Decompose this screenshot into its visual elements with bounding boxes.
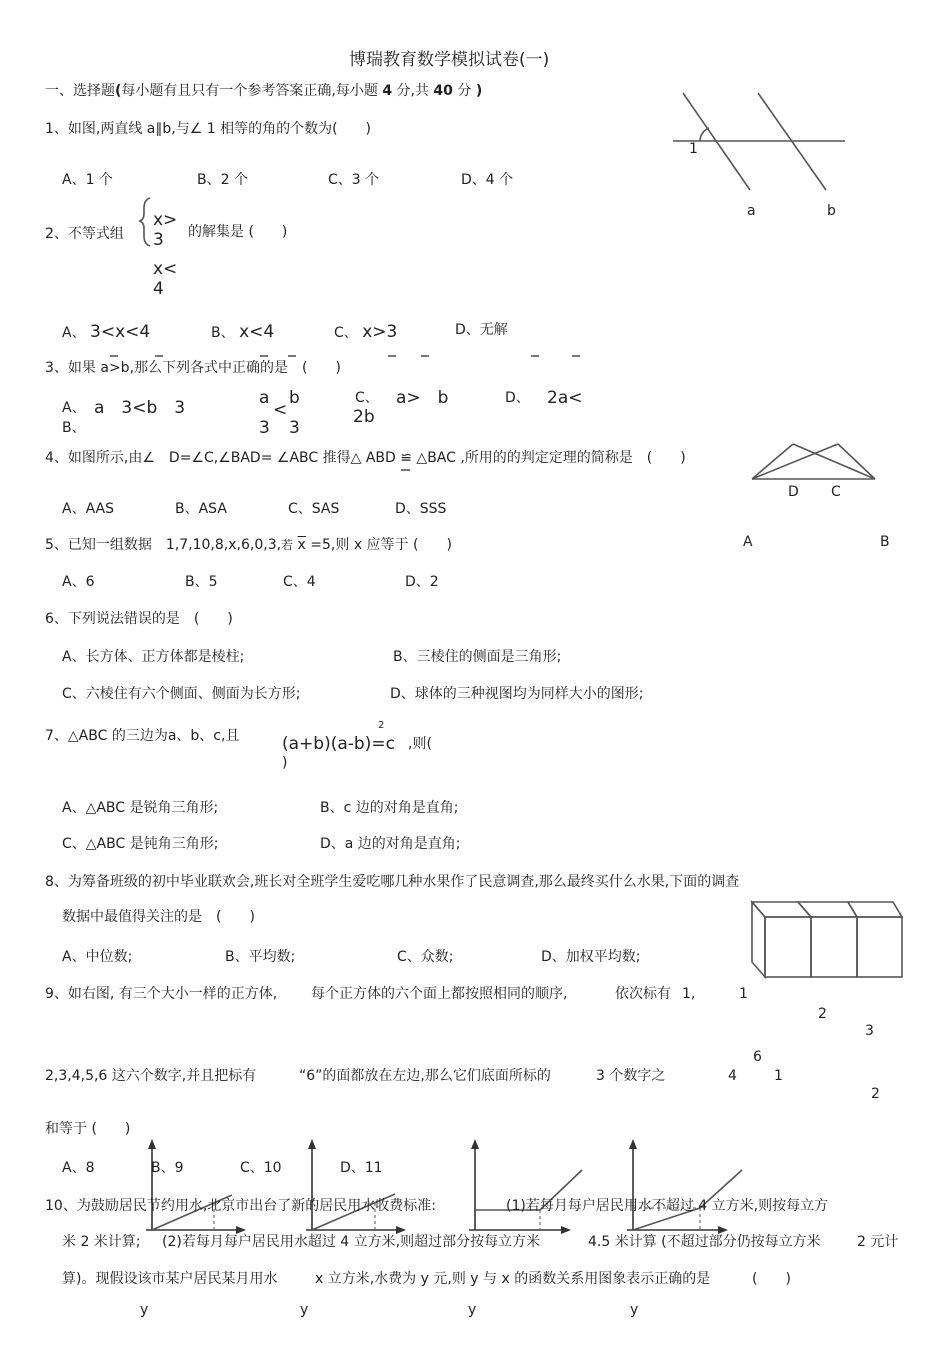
- q8-option-c[interactable]: C、众数;: [397, 949, 454, 965]
- q3-stem-prefix: 3、如果: [45, 360, 96, 376]
- q6-option-b[interactable]: B、三棱住的侧面是三角形;: [393, 649, 562, 665]
- q7-option-a[interactable]: A、△ABC 是锐角三角形;: [62, 800, 219, 816]
- q8-option-a[interactable]: A、中位数;: [62, 949, 133, 965]
- q8-option-b[interactable]: B、平均数;: [225, 949, 296, 965]
- q3-option-b-label[interactable]: B、: [62, 420, 86, 436]
- q5-stem: [45, 537, 452, 554]
- q1-figure-label-b: b: [827, 203, 836, 219]
- q2-system-line2a: x<: [153, 259, 178, 279]
- q3-option-d-label[interactable]: D、: [505, 390, 530, 406]
- q2-stem-suffix: 的解集是 ( ): [188, 224, 288, 240]
- q9-option-b[interactable]: B、9: [151, 1160, 184, 1176]
- q3-option-c-extra: 2b: [353, 407, 375, 427]
- q2-option-b[interactable]: [211, 322, 274, 342]
- q10-stem-line3a: 算)。现假设该市某户居民某月用水: [62, 1271, 278, 1287]
- q10-graph-y-label: y: [140, 1302, 149, 1318]
- q3-option-d-value: 2a<: [547, 388, 583, 408]
- q2-option-b-value: x<4: [239, 322, 275, 342]
- q1-option-c[interactable]: C、3 个: [328, 172, 380, 188]
- q9-stem-line1d: 1,: [682, 986, 696, 1002]
- q10-stem-line1a: 10、为鼓励居民节约用水,北京市出台了新的居民用水收费标准:: [45, 1198, 436, 1214]
- q4-stem-c: ≌ △BAC ,所用的的判定定理的简称是 ( ): [400, 450, 686, 466]
- q9-stem-line1b: 每个正方体的六个面上都按照相同的顺序,: [311, 986, 568, 1002]
- q5-option-c[interactable]: C、4: [283, 574, 316, 590]
- q5-option-a[interactable]: A、6: [62, 574, 95, 590]
- q1-figure-label-a: a: [747, 203, 756, 219]
- q4-triangles-figure: [752, 444, 875, 479]
- q9-stem-line3: 和等于 ( ): [45, 1121, 131, 1137]
- q9-cube-number: 4: [728, 1068, 737, 1084]
- q2-option-c-value: x>3: [362, 322, 398, 342]
- q10-graph-c: [469, 1139, 582, 1234]
- q9-stem-line1c: 依次标有: [615, 986, 671, 1002]
- q7-stem-b: ,则(: [408, 736, 432, 752]
- q10-stem-line2c: 4.5 米计算 (不超过部分仍按每立方米: [588, 1234, 821, 1250]
- q9-option-c[interactable]: C、10: [240, 1160, 282, 1176]
- q2-stem-prefix: 2、不等式组: [45, 226, 124, 242]
- q3-stem: [45, 360, 341, 377]
- q3-option-a-label[interactable]: A、: [62, 400, 86, 416]
- q7-close-paren: ): [282, 755, 288, 771]
- q4-option-d[interactable]: D、SSS: [395, 501, 447, 517]
- section-desc: 每小题有且只有一个参考答案正确,每小题: [121, 83, 378, 99]
- q1-option-d[interactable]: D、4 个: [461, 172, 514, 188]
- q3-condition: a>b: [100, 360, 130, 376]
- q3-option-b-den-a: 3: [259, 418, 270, 438]
- q6-option-a[interactable]: A、长方体、正方体都是棱柱;: [62, 649, 245, 665]
- q10-stem-line1b: (1)若每月每户居民用水不超过 4 立方米,则按每立方: [506, 1198, 829, 1214]
- q9-option-d[interactable]: D、11: [340, 1160, 383, 1176]
- q10-graph-d: [627, 1139, 742, 1234]
- q10-stem-line2d: 2 元计: [857, 1234, 899, 1250]
- q7-expression: (a+b)(a-b)=c: [282, 734, 395, 754]
- q1-parallel-lines-figure: [673, 93, 845, 190]
- q5-mean-symbol: $\overline{x}$: [297, 537, 306, 553]
- q1-figure-angle-label: 1: [689, 141, 698, 157]
- q8-stem-line1: 8、为筹备班级的初中毕业联欢会,班长对全班学生爱吃哪几种水果作了民意调查,那么最终买什么水果,下面的调查: [45, 874, 740, 890]
- section-points: 4: [382, 83, 393, 99]
- q10-graph-y-label: y: [468, 1302, 477, 1318]
- q3-option-a-value: a 3<b 3: [94, 398, 186, 418]
- q4-figure-label-c: C: [831, 484, 841, 500]
- q10-stem-line3c: ( ): [752, 1271, 791, 1287]
- q6-stem: 6、下列说法错误的是 ( ): [45, 611, 233, 627]
- q9-cube-number: 2: [871, 1086, 880, 1102]
- q2-option-c[interactable]: [334, 322, 397, 342]
- q7-exponent: 2: [378, 720, 385, 731]
- q9-stem-line2a: 2,3,4,5,6 这六个数字,并且把标有: [45, 1068, 257, 1084]
- q6-option-c[interactable]: C、六棱住有六个侧面、侧面为长方形;: [62, 686, 301, 702]
- q5-option-b[interactable]: B、5: [185, 574, 218, 590]
- q7-option-d[interactable]: D、a 边的对角是直角;: [320, 836, 461, 852]
- q4-option-b[interactable]: B、ASA: [175, 501, 227, 517]
- q9-cube-number: 1: [739, 986, 748, 1002]
- q7-stem-a: 7、△ABC 的三边为a、b、c,且: [45, 728, 240, 744]
- q3-option-b-num-b: b: [289, 388, 300, 408]
- q1-stem: 1、如图,两直线 a∥b,与∠ 1 相等的角的个数为( ): [45, 121, 372, 137]
- q4-stem-b: ABD: [365, 450, 396, 466]
- q5-stem-if: 若: [281, 538, 294, 552]
- q9-cube-number: 1: [774, 1068, 783, 1084]
- q2-system-line1b: 3: [153, 230, 164, 250]
- section-fen2: 分: [457, 83, 472, 99]
- q5-stem-a: 5、已知一组数据 1,7,10,8,x,6,0,3,: [45, 537, 282, 553]
- q10-graph-a: [146, 1139, 246, 1234]
- q4-stem-a: 4、如图所示,由∠ D=∠C,∠BAD= ∠ABC 推得△: [45, 450, 362, 466]
- q9-cube-number: 6: [753, 1049, 762, 1065]
- q2-option-b-label: B、: [211, 325, 235, 341]
- q3-option-b-den-b: 3: [289, 418, 300, 438]
- q10-graph-y-label: y: [300, 1302, 309, 1318]
- q9-option-a[interactable]: A、8: [62, 1160, 95, 1176]
- q8-option-d[interactable]: D、加权平均数;: [541, 949, 641, 965]
- q4-figure-label-b: B: [880, 534, 890, 550]
- q9-cubes-figure: [752, 902, 902, 977]
- q3-option-c-value: a> b: [396, 388, 449, 408]
- q4-option-a[interactable]: A、AAS: [62, 501, 115, 517]
- section-paren-open: (: [115, 83, 122, 99]
- q4-option-c[interactable]: C、SAS: [288, 501, 340, 517]
- q5-option-d[interactable]: D、2: [405, 574, 439, 590]
- q3-stem-suffix: ,那么下列各式中正确的是 ( ): [129, 360, 341, 376]
- q9-stem-line2b: “6”的面都放在左边,那么它们底面所标的: [299, 1068, 551, 1084]
- q1-option-a[interactable]: A、1 个: [62, 172, 113, 188]
- q5-stem-b: =5,则 x 应等于 ( ): [310, 537, 452, 553]
- q9-stem-line1a: 9、如右图, 有三个大小一样的正方体,: [45, 986, 278, 1002]
- q2-option-a-label: A、: [62, 325, 86, 341]
- q7-option-b[interactable]: B、c 边的对角是直角;: [320, 800, 459, 816]
- q3-option-b-num-a: a: [259, 388, 270, 408]
- q10-stem-line3b: x 立方米,水费为 y 元,则 y 与 x 的函数关系用图象表示正确的是: [315, 1271, 711, 1287]
- q4-figure-label-d: D: [788, 484, 799, 500]
- q2-option-c-label: C、: [334, 325, 358, 341]
- q10-graph-y-label: y: [630, 1302, 639, 1318]
- q9-stem-line2c: 3 个数字之: [596, 1068, 666, 1084]
- q7-option-c[interactable]: C、△ABC 是钝角三角形;: [62, 836, 219, 852]
- q2-system-brace: [140, 198, 150, 246]
- q3-option-b-sign: <: [273, 400, 288, 420]
- section-fen1: 分,共: [396, 83, 429, 99]
- q2-option-a-value: 3<x<4: [90, 322, 151, 342]
- q10-stem-line2a: 米 2 米计算;: [62, 1234, 141, 1250]
- q1-option-b[interactable]: B、2 个: [197, 172, 248, 188]
- page-title: 博瑞教育数学模拟试卷(一): [349, 50, 550, 70]
- section-paren-close: ): [475, 83, 483, 99]
- q3-option-c-label[interactable]: C、: [355, 390, 379, 406]
- section-total: 40: [433, 83, 453, 99]
- q6-option-d[interactable]: D、球体的三种视图均为同样大小的图形;: [390, 686, 644, 702]
- q2-option-a[interactable]: [62, 322, 150, 342]
- q4-figure-label-a: A: [743, 534, 753, 550]
- q9-cube-number: 2: [818, 1006, 827, 1022]
- q8-stem-line2: 数据中最值得关注的是 ( ): [62, 909, 255, 925]
- q2-system-line1a: x>: [153, 210, 178, 230]
- q10-stem-line2b: (2)若每月每户居民用水超过 4 立方米,则超过部分按每立方米: [162, 1234, 541, 1250]
- q2-system-line2b: 4: [153, 279, 164, 299]
- q4-stem: [45, 450, 686, 467]
- q9-cube-number: 3: [865, 1023, 874, 1039]
- q10-graph-b: [306, 1139, 406, 1234]
- q2-option-d[interactable]: D、无解: [455, 322, 508, 338]
- section-prefix: 一、选择题: [45, 83, 115, 99]
